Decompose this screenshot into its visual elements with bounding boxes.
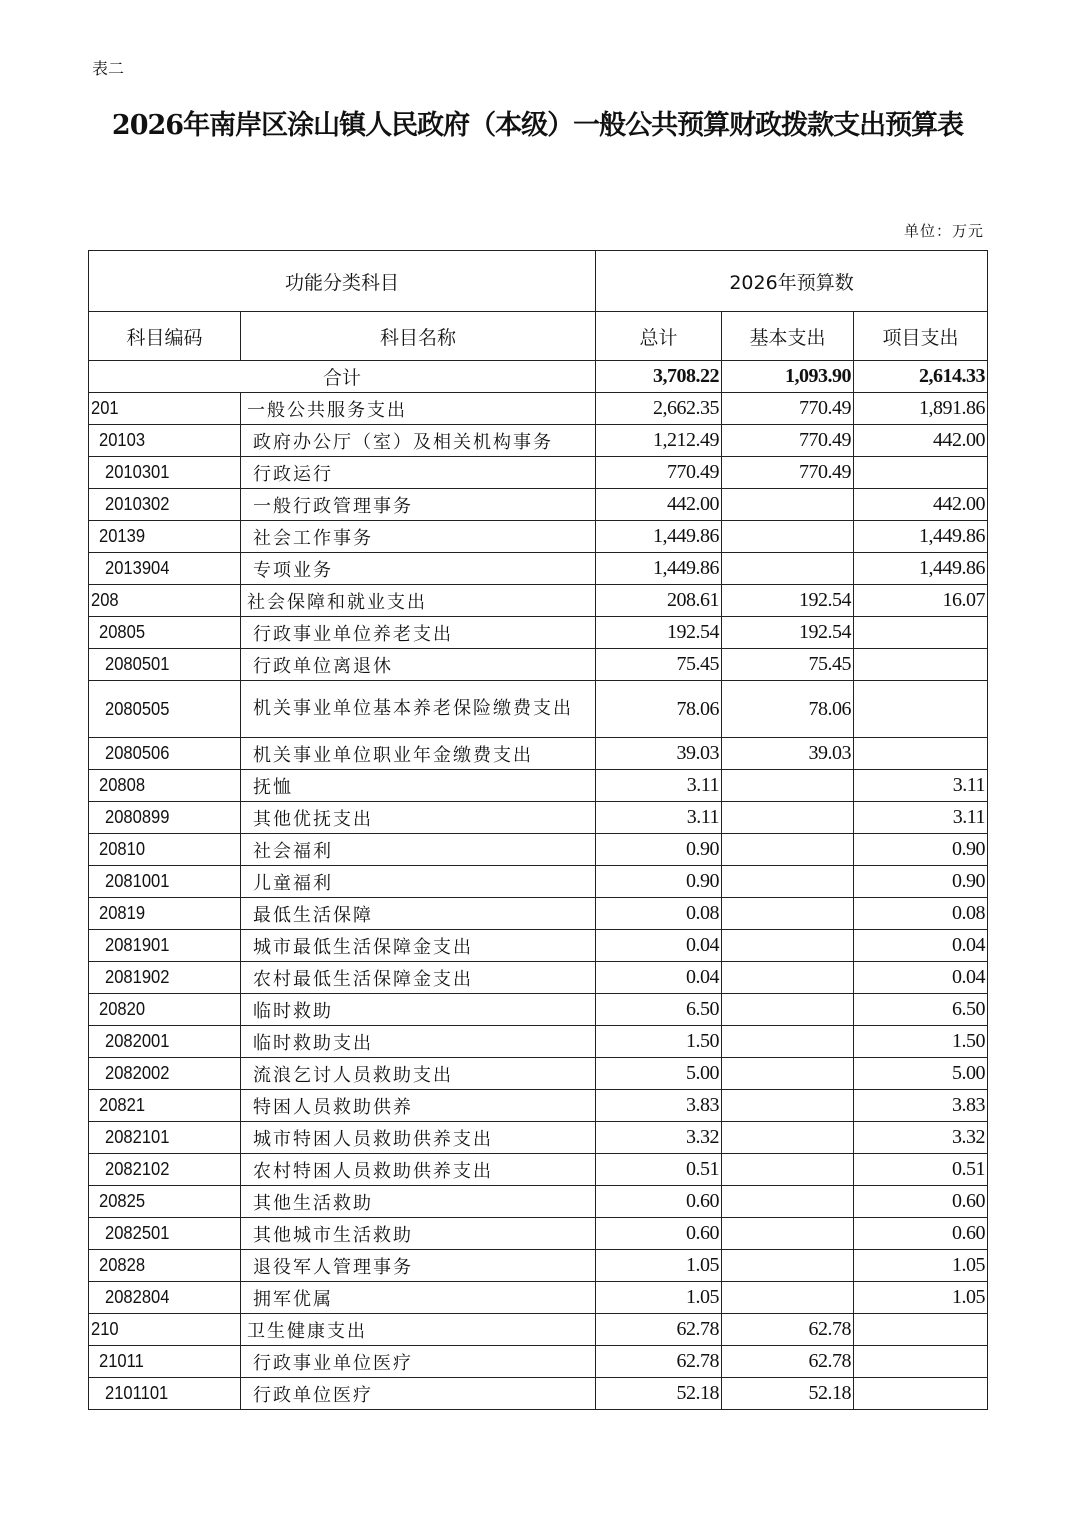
row-basic: 770.49 <box>722 457 854 489</box>
row-code-text: 2082501 <box>105 1223 170 1243</box>
row-total: 75.45 <box>596 649 722 681</box>
row-code <box>89 1282 241 1314</box>
table-row <box>89 617 988 649</box>
row-code <box>89 1090 241 1122</box>
row-code <box>89 994 241 1026</box>
row-total: 770.49 <box>596 457 722 489</box>
table-row <box>89 738 988 770</box>
table-row <box>89 553 988 585</box>
row-code <box>89 930 241 962</box>
row-total: 62.78 <box>596 1314 722 1346</box>
header-functional-category: 功能分类科目 <box>89 251 596 312</box>
row-basic <box>722 1090 854 1122</box>
row-code <box>89 802 241 834</box>
row-total: 52.18 <box>596 1378 722 1410</box>
row-code <box>89 393 241 425</box>
row-total: 0.60 <box>596 1218 722 1250</box>
row-name: 政府办公厅（室）及相关机构事务 <box>241 425 596 457</box>
row-project <box>854 649 988 681</box>
row-total: 0.04 <box>596 962 722 994</box>
row-code <box>89 617 241 649</box>
row-name: 农村特困人员救助供养支出 <box>241 1154 596 1186</box>
row-total: 1,212.49 <box>596 425 722 457</box>
row-name: 行政事业单位养老支出 <box>241 617 596 649</box>
total-sum: 3,708.22 <box>596 361 722 393</box>
row-total: 1.50 <box>596 1026 722 1058</box>
row-total: 1,449.86 <box>596 553 722 585</box>
row-project: 3.11 <box>854 802 988 834</box>
row-total: 6.50 <box>596 994 722 1026</box>
row-code <box>89 521 241 553</box>
row-name: 一般公共服务支出 <box>241 393 596 425</box>
row-code-text: 20808 <box>99 775 146 795</box>
row-total: 78.06 <box>596 681 722 738</box>
row-code-text: 2080505 <box>105 698 170 719</box>
row-project: 3.83 <box>854 1090 988 1122</box>
row-code-text: 20828 <box>99 1255 146 1275</box>
row-name: 退役军人管理事务 <box>241 1250 596 1282</box>
row-code-text: 20810 <box>99 839 146 859</box>
table-row <box>89 994 988 1026</box>
row-code <box>89 1346 241 1378</box>
total-label: 合计 <box>89 361 596 393</box>
row-project: 0.60 <box>854 1218 988 1250</box>
table-row <box>89 521 988 553</box>
row-total: 208.61 <box>596 585 722 617</box>
table-row <box>89 585 988 617</box>
table-row <box>89 1346 988 1378</box>
row-total: 192.54 <box>596 617 722 649</box>
row-code-text: 2082102 <box>105 1159 170 1179</box>
row-code <box>89 962 241 994</box>
row-project: 1.05 <box>854 1250 988 1282</box>
row-name: 专项业务 <box>241 553 596 585</box>
row-project <box>854 1346 988 1378</box>
row-total: 2,662.35 <box>596 393 722 425</box>
row-total: 39.03 <box>596 738 722 770</box>
row-basic: 192.54 <box>722 617 854 649</box>
row-name: 其他优抚支出 <box>241 802 596 834</box>
row-project: 1,449.86 <box>854 553 988 585</box>
row-basic <box>722 1218 854 1250</box>
row-code <box>89 1122 241 1154</box>
row-code-text: 20825 <box>99 1191 146 1211</box>
table-row <box>89 898 988 930</box>
row-code-text: 2082001 <box>105 1031 170 1051</box>
row-name: 行政运行 <box>241 457 596 489</box>
row-code <box>89 489 241 521</box>
table-label: 表二 <box>92 59 125 78</box>
row-project <box>854 457 988 489</box>
row-basic: 62.78 <box>722 1314 854 1346</box>
table-row <box>89 1026 988 1058</box>
total-row <box>89 361 988 393</box>
row-basic: 192.54 <box>722 585 854 617</box>
unit-label: 单位：万元 <box>903 222 984 240</box>
row-total: 0.60 <box>596 1186 722 1218</box>
row-code <box>89 898 241 930</box>
row-code-text: 20819 <box>99 903 146 923</box>
row-name: 特困人员救助供养 <box>241 1090 596 1122</box>
row-total: 0.04 <box>596 930 722 962</box>
row-code-text: 2082804 <box>105 1287 170 1307</box>
row-code-text: 2081901 <box>105 935 170 955</box>
header-budget-year: 2026年预算数 <box>596 251 988 312</box>
table-row <box>89 1218 988 1250</box>
row-basic <box>722 521 854 553</box>
row-basic <box>722 1026 854 1058</box>
row-total: 3.11 <box>596 770 722 802</box>
row-project: 3.11 <box>854 770 988 802</box>
row-basic <box>722 962 854 994</box>
row-code-text: 210 <box>91 1319 119 1339</box>
row-name: 行政单位医疗 <box>241 1378 596 1410</box>
row-total: 5.00 <box>596 1058 722 1090</box>
row-code <box>89 770 241 802</box>
row-code <box>89 553 241 585</box>
row-name: 其他生活救助 <box>241 1186 596 1218</box>
row-code-text: 2080501 <box>105 654 170 674</box>
row-basic <box>722 489 854 521</box>
table-row <box>89 962 988 994</box>
row-code-text: 2013904 <box>105 558 170 578</box>
row-name: 行政单位离退休 <box>241 649 596 681</box>
table-row <box>89 425 988 457</box>
row-project <box>854 1314 988 1346</box>
row-basic: 78.06 <box>722 681 854 738</box>
total-project: 2,614.33 <box>854 361 988 393</box>
row-project: 0.90 <box>854 866 988 898</box>
row-code-text: 208 <box>91 590 119 610</box>
row-code <box>89 866 241 898</box>
row-project: 1,449.86 <box>854 521 988 553</box>
row-name: 一般行政管理事务 <box>241 489 596 521</box>
row-name: 临时救助支出 <box>241 1026 596 1058</box>
table-row <box>89 1314 988 1346</box>
row-total: 62.78 <box>596 1346 722 1378</box>
row-basic: 75.45 <box>722 649 854 681</box>
table-row <box>89 1378 988 1410</box>
row-project: 442.00 <box>854 489 988 521</box>
table-row <box>89 770 988 802</box>
row-total: 0.08 <box>596 898 722 930</box>
row-code-text: 2082002 <box>105 1063 170 1083</box>
table-row <box>89 1250 988 1282</box>
row-basic: 52.18 <box>722 1378 854 1410</box>
row-basic <box>722 1122 854 1154</box>
row-project: 0.08 <box>854 898 988 930</box>
row-project: 1.05 <box>854 1282 988 1314</box>
page-title: 2026年南岸区涂山镇人民政府（本级）一般公共预算财政拨款支出预算表 <box>111 110 964 141</box>
table-row <box>89 1282 988 1314</box>
table-row <box>89 393 988 425</box>
row-code <box>89 1314 241 1346</box>
row-code <box>89 1250 241 1282</box>
row-code-text: 2080506 <box>105 743 170 763</box>
row-total: 3.11 <box>596 802 722 834</box>
row-name: 儿童福利 <box>241 866 596 898</box>
total-basic: 1,093.90 <box>722 361 854 393</box>
row-project: 0.51 <box>854 1154 988 1186</box>
header-total: 总计 <box>596 312 722 361</box>
row-project: 1,891.86 <box>854 393 988 425</box>
row-basic <box>722 1282 854 1314</box>
row-code-text: 20139 <box>99 526 146 546</box>
row-code <box>89 681 241 738</box>
row-project: 1.50 <box>854 1026 988 1058</box>
table-row <box>89 457 988 489</box>
row-name: 社会工作事务 <box>241 521 596 553</box>
row-name: 流浪乞讨人员救助支出 <box>241 1058 596 1090</box>
row-project: 0.04 <box>854 930 988 962</box>
row-total: 1.05 <box>596 1250 722 1282</box>
row-basic <box>722 1250 854 1282</box>
row-code-text: 2081902 <box>105 967 170 987</box>
table-row <box>89 930 988 962</box>
row-code <box>89 834 241 866</box>
row-basic <box>722 1154 854 1186</box>
row-basic <box>722 866 854 898</box>
row-project: 442.00 <box>854 425 988 457</box>
row-total: 442.00 <box>596 489 722 521</box>
table-row <box>89 866 988 898</box>
row-code <box>89 457 241 489</box>
row-basic: 39.03 <box>722 738 854 770</box>
row-name: 机关事业单位基本养老保险缴费支出 <box>241 681 596 738</box>
row-total: 1.05 <box>596 1282 722 1314</box>
header-basic: 基本支出 <box>722 312 854 361</box>
row-code <box>89 1026 241 1058</box>
budget-table <box>88 250 988 1410</box>
row-project: 6.50 <box>854 994 988 1026</box>
table-row <box>89 834 988 866</box>
row-name: 抚恤 <box>241 770 596 802</box>
row-name: 其他城市生活救助 <box>241 1218 596 1250</box>
row-project: 3.32 <box>854 1122 988 1154</box>
table-row <box>89 681 988 738</box>
row-total: 3.32 <box>596 1122 722 1154</box>
row-name: 卫生健康支出 <box>241 1314 596 1346</box>
row-total: 0.51 <box>596 1154 722 1186</box>
row-code-text: 20103 <box>99 430 146 450</box>
table-row <box>89 1154 988 1186</box>
row-code <box>89 585 241 617</box>
row-project <box>854 738 988 770</box>
row-project: 0.04 <box>854 962 988 994</box>
row-project: 16.07 <box>854 585 988 617</box>
row-basic <box>722 1186 854 1218</box>
row-name: 城市特困人员救助供养支出 <box>241 1122 596 1154</box>
row-code-text: 2081001 <box>105 871 170 891</box>
row-code <box>89 425 241 457</box>
row-basic: 770.49 <box>722 425 854 457</box>
row-code <box>89 1218 241 1250</box>
row-basic <box>722 898 854 930</box>
row-project <box>854 617 988 649</box>
header-project: 项目支出 <box>854 312 988 361</box>
row-code <box>89 1186 241 1218</box>
row-basic <box>722 834 854 866</box>
header-row-2 <box>89 312 988 361</box>
row-code-text: 20805 <box>99 622 146 642</box>
row-basic: 62.78 <box>722 1346 854 1378</box>
row-basic <box>722 553 854 585</box>
row-basic <box>722 930 854 962</box>
header-name: 科目名称 <box>241 312 596 361</box>
row-code <box>89 738 241 770</box>
row-code-text: 2010301 <box>105 462 170 482</box>
row-project: 0.60 <box>854 1186 988 1218</box>
table-row <box>89 802 988 834</box>
row-code <box>89 649 241 681</box>
row-basic: 770.49 <box>722 393 854 425</box>
table-row <box>89 649 988 681</box>
row-total: 3.83 <box>596 1090 722 1122</box>
row-project <box>854 681 988 738</box>
row-basic <box>722 802 854 834</box>
row-basic <box>722 770 854 802</box>
row-name: 社会保障和就业支出 <box>241 585 596 617</box>
row-code-text: 21011 <box>99 1351 144 1371</box>
row-project: 5.00 <box>854 1058 988 1090</box>
row-total: 1,449.86 <box>596 521 722 553</box>
table-row <box>89 1058 988 1090</box>
row-code <box>89 1058 241 1090</box>
row-name: 农村最低生活保障金支出 <box>241 962 596 994</box>
row-name: 最低生活保障 <box>241 898 596 930</box>
row-total: 0.90 <box>596 834 722 866</box>
row-code-text: 2082101 <box>105 1127 170 1147</box>
row-total: 0.90 <box>596 866 722 898</box>
row-code <box>89 1378 241 1410</box>
row-name: 城市最低生活保障金支出 <box>241 930 596 962</box>
row-project: 0.90 <box>854 834 988 866</box>
row-basic <box>722 1058 854 1090</box>
row-code-text: 2080899 <box>105 807 170 827</box>
row-project <box>854 1378 988 1410</box>
table-row <box>89 489 988 521</box>
row-code <box>89 1154 241 1186</box>
row-name: 拥军优属 <box>241 1282 596 1314</box>
row-code-text: 20821 <box>99 1095 146 1115</box>
table-row <box>89 1186 988 1218</box>
header-code: 科目编码 <box>89 312 241 361</box>
table-row <box>89 1122 988 1154</box>
row-code-text: 2101101 <box>105 1383 169 1403</box>
row-code-text: 201 <box>91 398 119 418</box>
row-code-text: 2010302 <box>105 494 170 514</box>
header-row-1 <box>89 251 988 312</box>
row-name: 机关事业单位职业年金缴费支出 <box>241 738 596 770</box>
row-code-text: 20820 <box>99 999 146 1019</box>
row-name: 临时救助 <box>241 994 596 1026</box>
table-row <box>89 1090 988 1122</box>
row-name: 社会福利 <box>241 834 596 866</box>
row-basic <box>722 994 854 1026</box>
row-name: 行政事业单位医疗 <box>241 1346 596 1378</box>
